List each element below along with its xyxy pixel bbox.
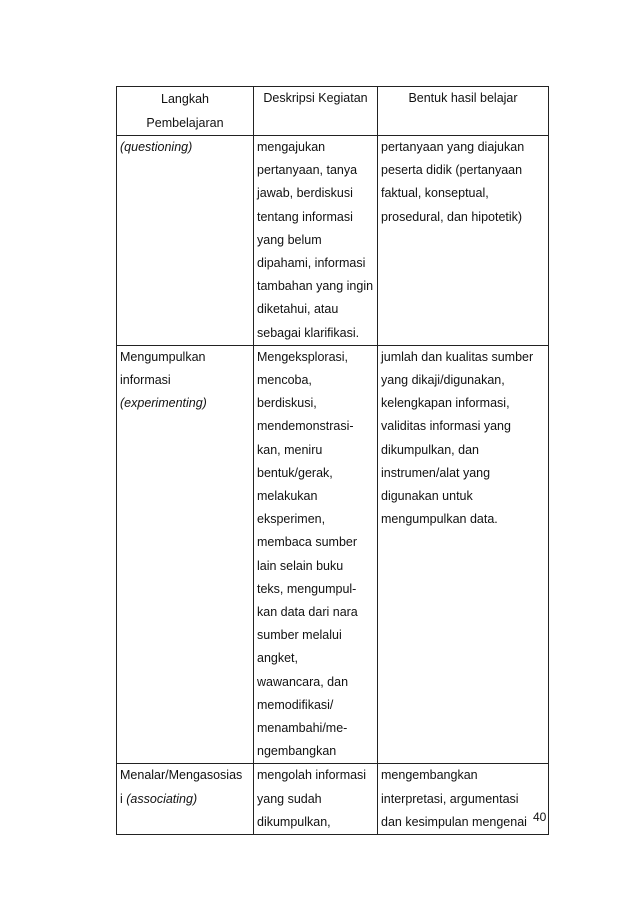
table-row xyxy=(117,345,549,764)
result-cell: jumlah dan kualitas sumber yang dikaji/digunakan, kelengkapan informasi, validitas informasi yang dikumpulkan, dan instrumen/alat yang digunakan untuk mengumpulkan data. xyxy=(378,345,549,764)
table-header-row xyxy=(117,87,549,136)
description-cell: Mengeksplorasi, mencoba, berdiskusi, mendemonstrasi- kan, meniru bentuk/gerak, melakukan eksperimen, membaca sumber lain selain buku teks, mengumpul- kan data dari nara sumber melalui angket, wawancara, dan memodifikasi/ menambahi/me- ngembangkan xyxy=(254,345,378,764)
description-cell: mengolah informasi yang sudah dikumpulkan, xyxy=(254,764,378,835)
table-row xyxy=(117,764,549,835)
step-cell: Mengumpulkan informasi (experimenting) xyxy=(117,345,254,764)
step-cell: Menalar/Mengasosias i (associating) xyxy=(117,764,254,835)
page-number: 40 xyxy=(533,810,547,824)
header-activity-description: Deskripsi Kegiatan xyxy=(254,87,378,136)
learning-steps-table xyxy=(116,86,549,835)
result-cell: pertanyaan yang diajukan peserta didik (pertanyaan faktual, konseptual, prosedural, dan hipotetik) xyxy=(378,136,549,346)
result-cell: mengembangkan interpretasi, argumentasi dan kesimpulan mengenai xyxy=(378,764,549,835)
header-learning-step: Langkah Pembelajaran xyxy=(117,87,254,136)
table-row xyxy=(117,136,549,346)
step-cell: (questioning) xyxy=(117,136,254,346)
description-cell: mengajukan pertanyaan, tanya jawab, berdiskusi tentang informasi yang belum dipahami, informasi tambahan yang ingin diketahui, atau sebagai klarifikasi. xyxy=(254,136,378,346)
header-learning-outcome: Bentuk hasil belajar xyxy=(378,87,549,136)
